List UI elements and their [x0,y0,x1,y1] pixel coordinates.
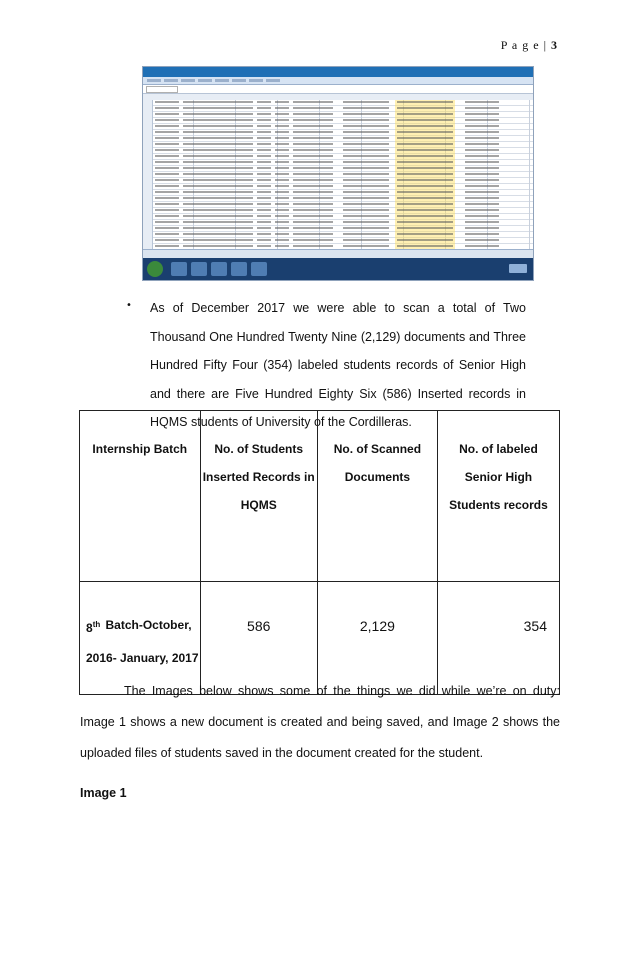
clock [509,264,527,273]
labeled-records-value: 354 [437,582,559,695]
windows-taskbar [143,258,533,280]
batch-suffix: th [92,620,101,629]
page-header [501,38,558,53]
bullet-paragraph: As of December 2017 we were able to scan a total of Two Thousand One Hundred Twenty Nine (2,129) documents and Three Hundred Fifty Four (354) labeled students records of Senior High and there are Five Hundred Eighty Six (586) Inserted records in HQMS students of University of the Cordilleras. [150,301,526,429]
page-label: P a g e | [500,38,547,52]
start-button-icon [147,261,163,277]
stats-table [79,410,560,695]
batch-line2: 2016- January, 2017 [86,651,199,665]
image-label: Image 1 [80,786,127,800]
inserted-records-value: 586 [200,582,317,695]
ribbon-tabs [143,77,533,85]
page-number: 3 [551,38,558,52]
bullet-symbol: • [126,300,132,311]
header-labeled-records: No. of labeled Senior High Students records [437,411,559,582]
body-paragraph: The Images below shows some of the things we did while we’re on duty: Image 1 shows a new document is created and being saved, and Image 2 shows the uploaded files of students saved in the document created for the student. [80,684,560,760]
formula-bar [143,85,533,94]
batch-ordinal: 8 [86,621,93,635]
table-header-row [80,411,560,582]
spreadsheet-screenshot [142,66,534,281]
header-scanned-documents: No. of Scanned Documents [317,411,437,582]
ribbon-titlebar [143,67,533,77]
header-internship-batch: Internship Batch [80,411,201,582]
scanned-documents-value: 2,129 [317,582,437,695]
sheet-tabs [143,249,533,258]
batch-label: Batch-October, [105,618,192,632]
sheet-grid [143,100,533,250]
header-inserted-records: No. of Students Inserted Records in HQMS [200,411,317,582]
